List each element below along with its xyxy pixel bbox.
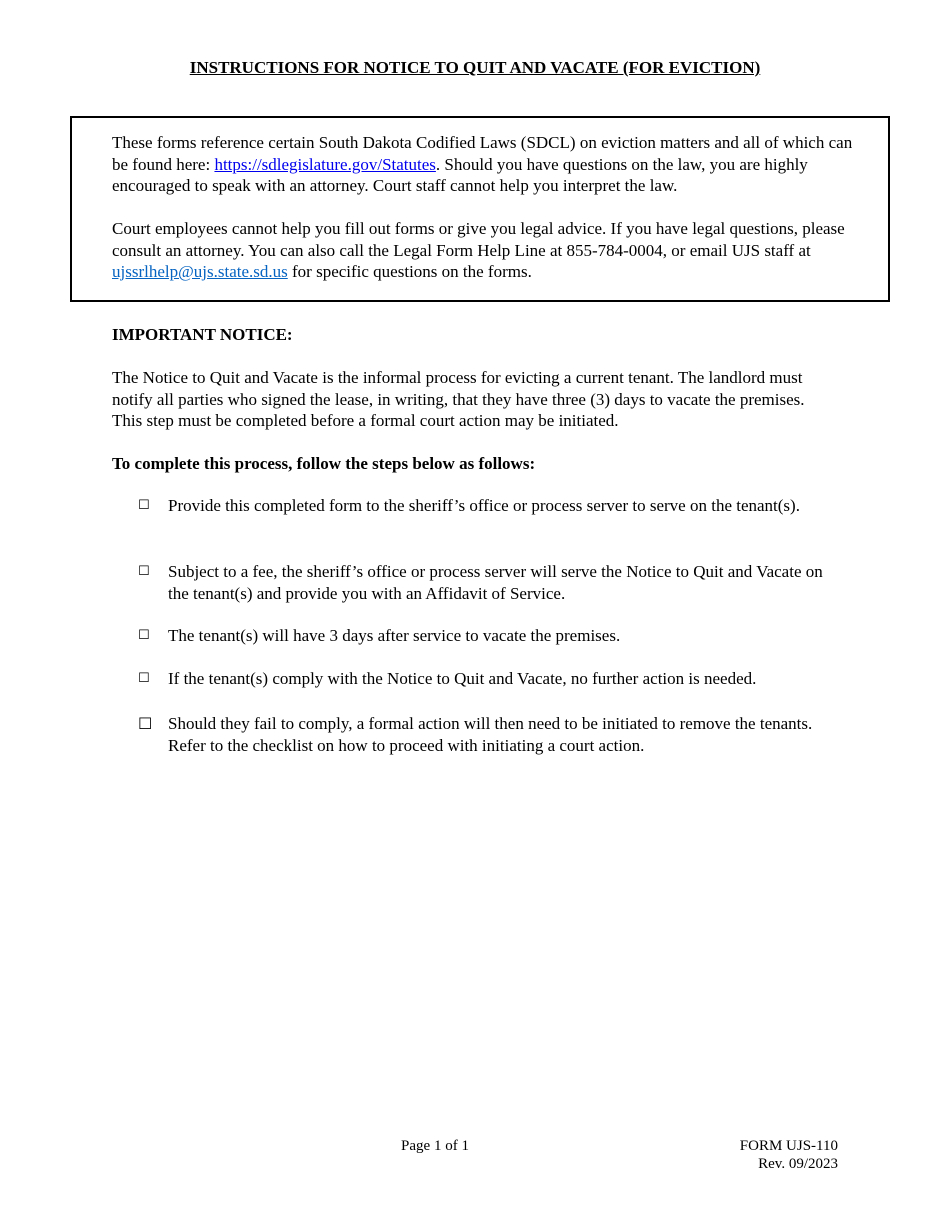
laws-reference-text: These forms reference certain South Dakota Codified Laws (SDCL) on eviction matters and all of which can be found here:: [112, 133, 853, 174]
steps-heading: To complete this process, follow the steps below as follows:: [112, 454, 536, 473]
checkbox-icon[interactable]: ☐: [138, 714, 153, 733]
document-title: INSTRUCTIONS FOR NOTICE TO QUIT AND VACATE (FOR EVICTION): [189, 58, 761, 77]
step-item: [138, 561, 838, 604]
help-email-link[interactable]: ujssrlhelp@ujs.state.sd.us: [112, 262, 288, 281]
step-item: [138, 713, 838, 756]
step-text: The tenant(s) will have 3 days after service to vacate the premises.: [168, 626, 621, 645]
form-revision: Rev. 09/2023: [758, 1156, 838, 1172]
important-notice-heading: IMPORTANT NOTICE:: [112, 325, 293, 344]
step-item: [138, 495, 838, 517]
form-number: FORM UJS-110: [739, 1138, 838, 1154]
important-notice-body: The Notice to Quit and Vacate is the informal process for evicting a current tenant. The landlord must notify all parties who signed the lease, in writing, that they have three (3) days to vacate the premises. This step must be completed before a formal court action may be initiated.: [112, 368, 805, 430]
step-text: Subject to a fee, the sheriff’s office or process server will serve the Notice to Quit and Vacate on the tenant(s) and provide you with an Affidavit of Service.: [168, 562, 823, 603]
page-number: Page 1 of 1: [401, 1138, 469, 1154]
legal-advice-text: Court employees cannot help you fill out forms or give you legal advice. If you have legal questions, please consult an attorney. You can also call the Legal Form Help Line at 855-784-0004, or email UJS staff at: [112, 219, 845, 260]
laws-reference-paragraph: [112, 132, 872, 197]
laws-reference-text-end: . Should you have questions on the law, you are highly encouraged to speak with an attorney. Court staff cannot help you interpret the law.: [112, 154, 808, 195]
step-item: [138, 625, 838, 647]
step-item: [138, 668, 838, 690]
step-text: Provide this completed form to the sheriff’s office or process server to serve on the tenant(s).: [168, 496, 800, 515]
statutes-link[interactable]: https://sdlegislature.gov/Statutes: [214, 154, 436, 174]
legal-advice-paragraph: [112, 218, 872, 283]
legal-advice-text-end: for specific questions on the forms.: [287, 262, 532, 281]
checkbox-icon[interactable]: ☐: [138, 564, 150, 579]
step-text: Should they fail to comply, a formal action will then need to be initiated to remove the tenants. Refer to the checklist on how to proceed with initiating a court action.: [168, 714, 813, 755]
notice-box: [70, 116, 890, 302]
step-text: If the tenant(s) comply with the Notice to Quit and Vacate, no further action is needed.: [168, 669, 757, 688]
checkbox-icon[interactable]: ☐: [138, 671, 150, 686]
checkbox-icon[interactable]: ☐: [138, 498, 150, 513]
form-info: [740, 1137, 838, 1173]
checkbox-icon[interactable]: ☐: [138, 628, 150, 643]
